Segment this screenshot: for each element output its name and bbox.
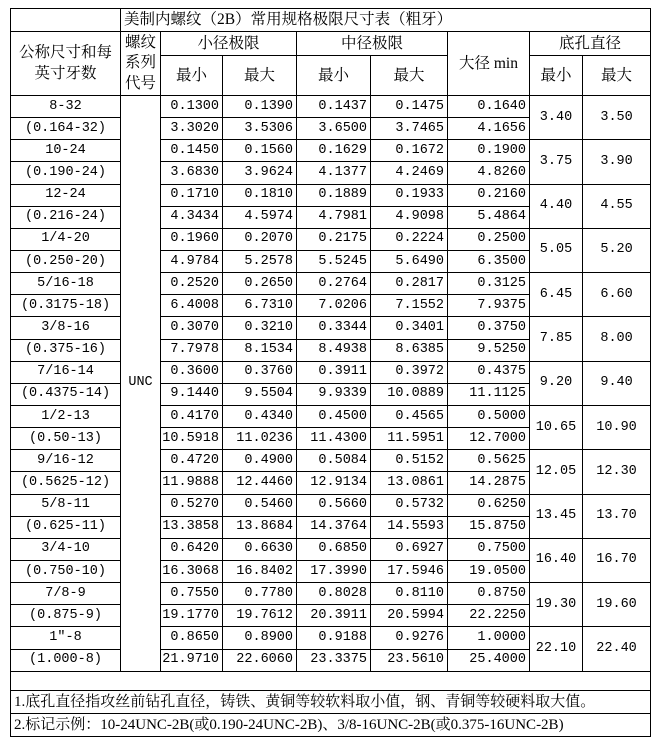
pitch-min-cell: 8.4938 — [297, 339, 371, 361]
minor-min-cell: 4.9784 — [161, 250, 223, 272]
table-row — [11, 494, 651, 516]
table-row — [11, 405, 651, 427]
minor-min-cell: 0.4170 — [161, 405, 223, 427]
pitch-min-cell: 0.5084 — [297, 450, 371, 472]
note-text: 1.底孔直径指攻丝前钻孔直径，铸铁、黄铜等较软料取小值，钢、青铜等较硬料取大值。 — [11, 690, 651, 713]
decimal-size-cell: (0.50-13) — [11, 428, 121, 450]
pitch-min-cell: 3.6500 — [297, 118, 371, 140]
pitch-max-cell: 0.5152 — [371, 450, 448, 472]
tap-drill-max-cell: 12.30 — [583, 450, 651, 494]
minor-max-cell: 8.1534 — [223, 339, 297, 361]
major-min-cell: 0.5000 — [448, 405, 530, 427]
pitch-min-cell: 11.4300 — [297, 428, 371, 450]
minor-min-cell: 0.1960 — [161, 228, 223, 250]
pitch-min-cell: 7.0206 — [297, 295, 371, 317]
table-row — [11, 96, 651, 118]
nominal-size-cell: 1/2-13 — [11, 405, 121, 427]
pitch-min-cell: 4.1377 — [297, 162, 371, 184]
pitch-max-cell: 0.1672 — [371, 140, 448, 162]
minor-min-cell: 21.9710 — [161, 649, 223, 671]
tap-drill-min-cell: 16.40 — [530, 538, 583, 582]
major-min-cell: 0.3750 — [448, 317, 530, 339]
pitch-min-cell: 0.1889 — [297, 184, 371, 206]
series-code-header-line: 代号 — [124, 74, 156, 92]
major-min-cell: 22.2250 — [448, 605, 530, 627]
minor-min-cell: 0.7550 — [161, 583, 223, 605]
table-row — [11, 583, 651, 605]
pitch-diameter-header: 中径极限 — [297, 32, 448, 56]
major-min-cell: 0.4375 — [448, 361, 530, 383]
major-min-cell: 7.9375 — [448, 295, 530, 317]
blank-cell — [11, 671, 651, 690]
pitch-max-cell: 8.6385 — [371, 339, 448, 361]
minor-min-cell: 4.3434 — [161, 206, 223, 228]
table-row — [11, 317, 651, 339]
nominal-size-cell: 5/16-18 — [11, 273, 121, 295]
minor-min-cell: 6.4008 — [161, 295, 223, 317]
minor-max-cell: 5.2578 — [223, 250, 297, 272]
decimal-size-cell: (0.250-20) — [11, 250, 121, 272]
pitch-max-header: 最大 — [371, 56, 448, 96]
minor-max-cell: 0.4900 — [223, 450, 297, 472]
table-row — [11, 361, 651, 383]
tap-drill-max-cell: 4.55 — [583, 184, 651, 228]
minor-max-cell: 0.6630 — [223, 538, 297, 560]
tap-drill-min-cell: 19.30 — [530, 583, 583, 627]
tap-drill-max-cell: 3.50 — [583, 96, 651, 140]
pitch-min-cell: 0.8028 — [297, 583, 371, 605]
pitch-max-cell: 4.2469 — [371, 162, 448, 184]
pitch-max-cell: 0.3401 — [371, 317, 448, 339]
decimal-size-cell: (0.3175-18) — [11, 295, 121, 317]
minor-min-cell: 0.3600 — [161, 361, 223, 383]
pitch-min-cell: 9.9339 — [297, 383, 371, 405]
major-min-cell: 25.4000 — [448, 649, 530, 671]
pitch-min-cell: 17.3990 — [297, 560, 371, 582]
minor-min-cell: 3.6830 — [161, 162, 223, 184]
nominal-size-cell: 1/4-20 — [11, 228, 121, 250]
pitch-min-cell: 0.9188 — [297, 627, 371, 649]
minor-min-cell: 0.6420 — [161, 538, 223, 560]
pitch-max-cell: 0.2224 — [371, 228, 448, 250]
nominal-size-cell: 5/8-11 — [11, 494, 121, 516]
table-row — [11, 228, 651, 250]
minor-min-cell: 0.4720 — [161, 450, 223, 472]
table-header — [11, 9, 651, 96]
blank-row — [11, 671, 651, 690]
tap-drill-header: 底孔直径 — [530, 32, 651, 56]
decimal-size-cell: (0.875-9) — [11, 605, 121, 627]
title-row — [11, 9, 651, 32]
major-min-cell: 4.8260 — [448, 162, 530, 184]
tap-drill-max-cell: 6.60 — [583, 273, 651, 317]
tap-drill-min-cell: 3.40 — [530, 96, 583, 140]
nominal-size-cell: 3/4-10 — [11, 538, 121, 560]
minor-min-cell: 10.5918 — [161, 428, 223, 450]
table-row — [11, 140, 651, 162]
major-min-cell: 15.8750 — [448, 516, 530, 538]
minor-max-cell: 0.1810 — [223, 184, 297, 206]
tap-drill-min-cell: 22.10 — [530, 627, 583, 671]
pitch-min-cell: 0.2175 — [297, 228, 371, 250]
table-row — [11, 273, 651, 295]
minor-diameter-header: 小径极限 — [161, 32, 297, 56]
pitch-min-cell: 0.2764 — [297, 273, 371, 295]
minor-max-cell: 16.8402 — [223, 560, 297, 582]
table-row — [11, 627, 651, 649]
major-min-cell: 14.2875 — [448, 472, 530, 494]
minor-max-cell: 0.2650 — [223, 273, 297, 295]
tap-drill-min-cell: 6.45 — [530, 273, 583, 317]
series-code-header — [121, 32, 161, 96]
tap-drill-max-cell: 16.70 — [583, 538, 651, 582]
tap-drill-max-cell: 9.40 — [583, 361, 651, 405]
pitch-max-cell: 0.3972 — [371, 361, 448, 383]
pitch-min-cell: 5.5245 — [297, 250, 371, 272]
minor-max-cell: 3.5306 — [223, 118, 297, 140]
pitch-max-cell: 20.5994 — [371, 605, 448, 627]
nominal-size-cell: 7/16-14 — [11, 361, 121, 383]
pitch-min-cell: 23.3375 — [297, 649, 371, 671]
nominal-size-cell: 1″-8 — [11, 627, 121, 649]
nominal-size-header — [11, 32, 121, 96]
minor-min-cell: 0.3070 — [161, 317, 223, 339]
decimal-size-cell: (0.190-24) — [11, 162, 121, 184]
pitch-min-cell: 4.7981 — [297, 206, 371, 228]
pitch-max-cell: 0.4565 — [371, 405, 448, 427]
table-body — [11, 96, 651, 672]
major-min-cell: 6.3500 — [448, 250, 530, 272]
pitch-max-cell: 0.9276 — [371, 627, 448, 649]
nominal-size-cell: 12-24 — [11, 184, 121, 206]
tap-drill-max-cell: 8.00 — [583, 317, 651, 361]
nominal-size-cell: 9/16-12 — [11, 450, 121, 472]
minor-min-cell: 0.2520 — [161, 273, 223, 295]
tap-drill-max-cell: 3.90 — [583, 140, 651, 184]
tap-drill-max-cell: 19.60 — [583, 583, 651, 627]
tap-drill-min-cell: 10.65 — [530, 405, 583, 449]
pitch-min-cell: 0.1629 — [297, 140, 371, 162]
tap-drill-min-header: 最小 — [530, 56, 583, 96]
major-min-cell: 1.0000 — [448, 627, 530, 649]
minor-max-cell: 0.1560 — [223, 140, 297, 162]
minor-max-header: 最大 — [223, 56, 297, 96]
major-min-cell: 0.1640 — [448, 96, 530, 118]
minor-max-cell: 0.1390 — [223, 96, 297, 118]
minor-max-cell: 4.5974 — [223, 206, 297, 228]
tap-drill-max-cell: 13.70 — [583, 494, 651, 538]
major-min-cell: 0.5625 — [448, 450, 530, 472]
nominal-size-header-line: 公称尺寸和每 — [18, 44, 112, 61]
header-row — [11, 32, 651, 56]
minor-min-cell: 16.3068 — [161, 560, 223, 582]
minor-max-cell: 0.8900 — [223, 627, 297, 649]
corner-cell — [11, 9, 121, 32]
pitch-max-cell: 0.8110 — [371, 583, 448, 605]
pitch-max-cell: 5.6490 — [371, 250, 448, 272]
minor-max-cell: 0.3760 — [223, 361, 297, 383]
minor-min-cell: 13.3858 — [161, 516, 223, 538]
pitch-max-cell: 0.6927 — [371, 538, 448, 560]
pitch-max-cell: 14.5593 — [371, 516, 448, 538]
tap-drill-min-cell: 9.20 — [530, 361, 583, 405]
pitch-min-cell: 14.3764 — [297, 516, 371, 538]
nominal-size-cell: 10-24 — [11, 140, 121, 162]
minor-min-cell: 0.8650 — [161, 627, 223, 649]
minor-max-cell: 9.5504 — [223, 383, 297, 405]
minor-max-cell: 0.4340 — [223, 405, 297, 427]
series-code-header-line: 螺纹 — [124, 33, 156, 51]
major-min-cell: 0.1900 — [448, 140, 530, 162]
minor-max-cell: 19.7612 — [223, 605, 297, 627]
minor-max-cell: 12.4460 — [223, 472, 297, 494]
major-diameter-min-header: 大径 min — [448, 32, 530, 96]
major-min-cell: 0.6250 — [448, 494, 530, 516]
major-min-cell: 12.7000 — [448, 428, 530, 450]
minor-min-cell: 0.1300 — [161, 96, 223, 118]
minor-min-cell: 0.5270 — [161, 494, 223, 516]
pitch-max-cell: 7.1552 — [371, 295, 448, 317]
pitch-max-cell: 23.5610 — [371, 649, 448, 671]
major-min-cell: 9.5250 — [448, 339, 530, 361]
pitch-max-cell: 0.2817 — [371, 273, 448, 295]
pitch-min-cell: 0.5660 — [297, 494, 371, 516]
minor-max-cell: 0.7780 — [223, 583, 297, 605]
table-row — [11, 450, 651, 472]
table-row — [11, 538, 651, 560]
minor-max-cell: 0.5460 — [223, 494, 297, 516]
minor-min-cell: 7.7978 — [161, 339, 223, 361]
minor-min-cell: 3.3020 — [161, 118, 223, 140]
major-min-cell: 0.2500 — [448, 228, 530, 250]
minor-min-cell: 0.1450 — [161, 140, 223, 162]
minor-max-cell: 3.9624 — [223, 162, 297, 184]
decimal-size-cell: (0.4375-14) — [11, 383, 121, 405]
decimal-size-cell: (0.375-16) — [11, 339, 121, 361]
note-row — [11, 713, 651, 736]
pitch-max-cell: 10.0889 — [371, 383, 448, 405]
table-notes — [11, 671, 651, 736]
major-min-cell: 4.1656 — [448, 118, 530, 140]
pitch-min-header: 最小 — [297, 56, 371, 96]
major-min-cell: 0.8750 — [448, 583, 530, 605]
pitch-max-cell: 11.5951 — [371, 428, 448, 450]
pitch-max-cell: 13.0861 — [371, 472, 448, 494]
decimal-size-cell: (0.5625-12) — [11, 472, 121, 494]
pitch-max-cell: 0.5732 — [371, 494, 448, 516]
pitch-max-cell: 0.1933 — [371, 184, 448, 206]
nominal-size-cell: 7/8-9 — [11, 583, 121, 605]
major-min-cell: 11.1125 — [448, 383, 530, 405]
minor-max-cell: 0.2070 — [223, 228, 297, 250]
decimal-size-cell: (0.750-10) — [11, 560, 121, 582]
minor-max-cell: 11.0236 — [223, 428, 297, 450]
pitch-max-cell: 4.9098 — [371, 206, 448, 228]
decimal-size-cell: (0.625-11) — [11, 516, 121, 538]
tap-drill-min-cell: 7.85 — [530, 317, 583, 361]
nominal-size-cell: 3/8-16 — [11, 317, 121, 339]
pitch-max-cell: 0.1475 — [371, 96, 448, 118]
pitch-max-cell: 17.5946 — [371, 560, 448, 582]
pitch-max-cell: 3.7465 — [371, 118, 448, 140]
major-min-cell: 5.4864 — [448, 206, 530, 228]
series-code-header-line: 系列 — [124, 54, 156, 72]
pitch-min-cell: 12.9134 — [297, 472, 371, 494]
minor-max-cell: 13.8684 — [223, 516, 297, 538]
tap-drill-max-cell: 22.40 — [583, 627, 651, 671]
minor-min-cell: 0.1710 — [161, 184, 223, 206]
decimal-size-cell: (0.216-24) — [11, 206, 121, 228]
tap-drill-min-cell: 4.40 — [530, 184, 583, 228]
minor-min-cell: 9.1440 — [161, 383, 223, 405]
minor-min-cell: 11.9888 — [161, 472, 223, 494]
major-min-cell: 0.7500 — [448, 538, 530, 560]
table-title: 美制内螺纹（2B）常用规格极限尺寸表（粗牙） — [121, 9, 651, 32]
minor-max-cell: 0.3210 — [223, 317, 297, 339]
tap-drill-min-cell: 3.75 — [530, 140, 583, 184]
decimal-size-cell: (0.164-32) — [11, 118, 121, 140]
pitch-min-cell: 0.4500 — [297, 405, 371, 427]
pitch-min-cell: 0.6850 — [297, 538, 371, 560]
minor-max-cell: 22.6060 — [223, 649, 297, 671]
decimal-size-cell: (1.000-8) — [11, 649, 121, 671]
minor-min-header: 最小 — [161, 56, 223, 96]
nominal-size-cell: 8-32 — [11, 96, 121, 118]
major-min-cell: 0.2160 — [448, 184, 530, 206]
pitch-min-cell: 0.1437 — [297, 96, 371, 118]
nominal-size-header-line: 英寸牙数 — [34, 64, 97, 82]
pitch-min-cell: 0.3911 — [297, 361, 371, 383]
tap-drill-max-header: 最大 — [583, 56, 651, 96]
table-row — [11, 184, 651, 206]
major-min-cell: 19.0500 — [448, 560, 530, 582]
tap-drill-max-cell: 10.90 — [583, 405, 651, 449]
minor-min-cell: 19.1770 — [161, 605, 223, 627]
tap-drill-max-cell: 5.20 — [583, 228, 651, 272]
note-text: 2.标记示例：10-24UNC-2B(或0.190-24UNC-2B)、3/8-16UNC-2B(或0.375-16UNC-2B) — [11, 713, 651, 736]
note-row — [11, 690, 651, 713]
series-code-cell: UNC — [121, 96, 161, 672]
thread-limits-table — [10, 8, 651, 737]
major-min-cell: 0.3125 — [448, 273, 530, 295]
pitch-min-cell: 0.3344 — [297, 317, 371, 339]
tap-drill-min-cell: 5.05 — [530, 228, 583, 272]
pitch-min-cell: 20.3911 — [297, 605, 371, 627]
tap-drill-min-cell: 13.45 — [530, 494, 583, 538]
minor-max-cell: 6.7310 — [223, 295, 297, 317]
tap-drill-min-cell: 12.05 — [530, 450, 583, 494]
